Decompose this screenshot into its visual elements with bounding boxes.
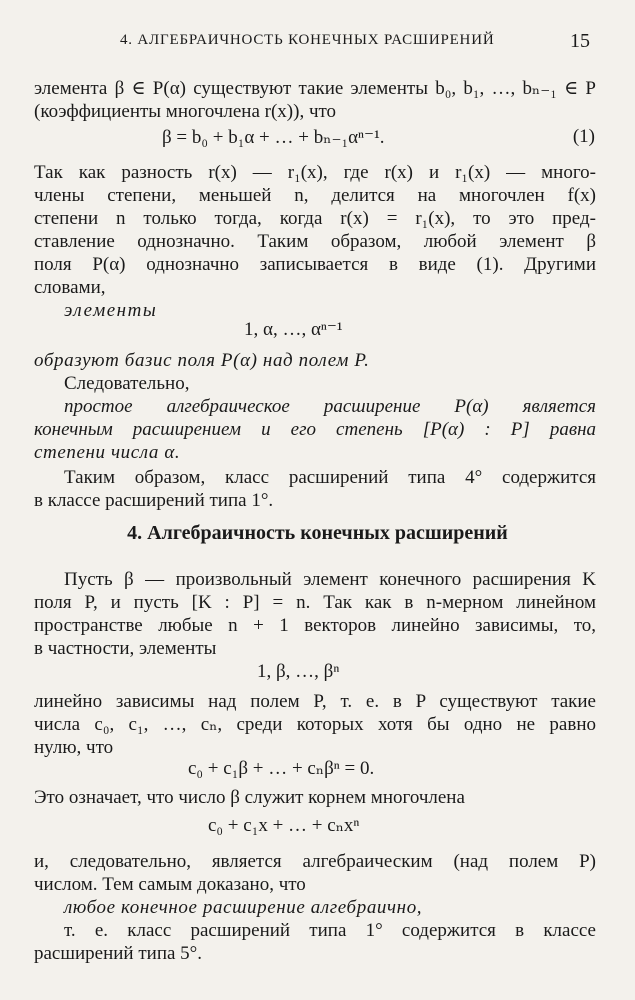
formula: c₀ + c₁x + … + cₙxⁿ	[208, 815, 360, 836]
text-line: линейно зависимы над полем P, т. е. в P существуют такие	[34, 691, 596, 712]
text-line: и, следовательно, является алгебраическим (над полем P)	[34, 851, 596, 872]
text-line-italic: образуют базис поля P(α) над полем P.	[34, 350, 370, 371]
text-line: ставление однозначно. Таким образом, любой элемент β	[34, 231, 596, 252]
equation-number: (1)	[572, 126, 595, 147]
text-line: Таким образом, класс расширений типа 4° содержится	[64, 467, 596, 488]
text-line: (коэффициенты многочлена r(x)), что	[34, 101, 337, 122]
text-line: степени n только тогда, когда r(x) = r₁(x), то это пред-	[34, 208, 596, 229]
text-line: расширений типа 5°.	[34, 943, 203, 964]
equation: c₀ + c₁β + … + cₙβⁿ = 0.	[188, 758, 375, 779]
text-line: т. е. класс расширений типа 1° содержится в классе	[64, 920, 596, 941]
text-line-italic: простое алгебраическое расширение P(α) является	[64, 396, 596, 417]
running-header: 4. АЛГЕБРАИЧНОСТЬ КОНЕЧНЫХ РАСШИРЕНИЙ	[120, 32, 495, 48]
text-line-italic: любое конечное расширение алгебраично,	[64, 897, 423, 918]
text-line: числа c₀, c₁, …, cₙ, среди которых хотя бы одно не равно	[34, 714, 596, 735]
formula: 1, α, …, αⁿ⁻¹	[244, 319, 343, 340]
equation: β = b₀ + b₁α + … + bₙ₋₁αⁿ⁻¹.	[162, 127, 385, 148]
text-line-italic: элементы	[64, 300, 158, 321]
text-line-italic: степени числа α.	[34, 442, 181, 463]
text-line: словами,	[34, 277, 106, 298]
text-line: Так как разность r(x) — r₁(x), где r(x) и r₁(x) — много-	[34, 162, 596, 183]
text-line: в частности, элементы	[34, 638, 217, 659]
text-line: Это означает, что число β служит корнем многочлена	[34, 787, 465, 808]
page-number: 15	[570, 30, 590, 52]
text-line: члены степени, меньшей n, делится на многочлен f(x)	[34, 185, 596, 206]
formula: 1, β, …, βⁿ	[257, 661, 340, 682]
text-line: пространстве любые n + 1 векторов линейно зависимы, то,	[34, 615, 596, 636]
text-line: нулю, что	[34, 737, 114, 758]
text-line: поля P, и пусть [K : P] = n. Так как в n-мерном линейном	[34, 592, 596, 613]
section-title: 4. Алгебраичность конечных расширений	[127, 522, 508, 544]
text-line-italic: конечным расширением и его степень [P(α) : P] равна	[34, 419, 596, 440]
text-line: числом. Тем самым доказано, что	[34, 874, 306, 895]
text-line: Следовательно,	[64, 373, 190, 394]
text-line: элемента β ∈ P(α) существуют такие элементы b₀, b₁, …, bₙ₋₁ ∈ P	[34, 78, 596, 99]
text-line: Пусть β — произвольный элемент конечного расширения K	[64, 569, 596, 590]
text-line: поля P(α) однозначно записывается в виде (1). Другими	[34, 254, 596, 275]
text-line: в классе расширений типа 1°.	[34, 490, 274, 511]
